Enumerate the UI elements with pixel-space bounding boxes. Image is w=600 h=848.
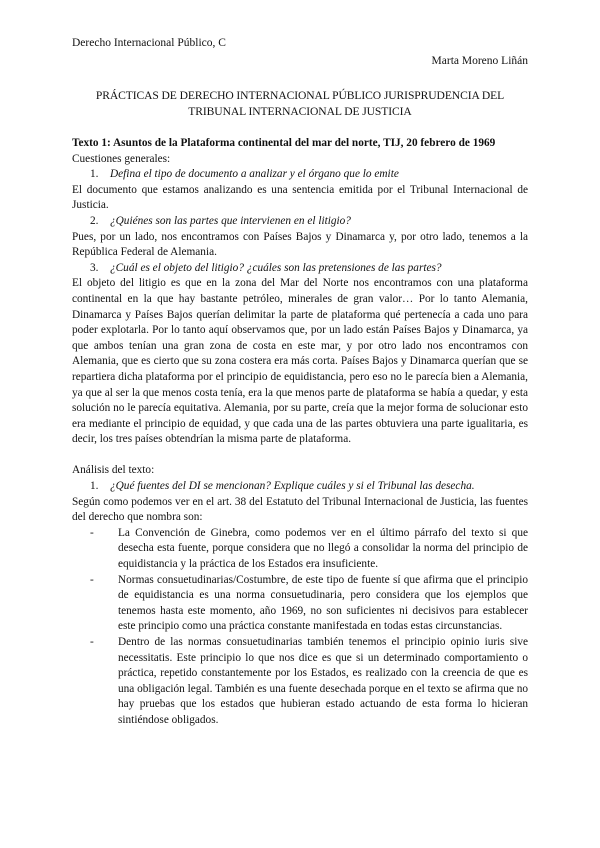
- question-1: [72, 167, 528, 183]
- list-item: [72, 635, 528, 729]
- document-body: [72, 136, 528, 729]
- analysis-question-1: [72, 479, 528, 495]
- question-1-text: Defina el tipo de documento a analizar y el órgano que lo emite: [110, 168, 399, 181]
- list-item: [72, 573, 528, 635]
- question-3-number: 3.: [90, 261, 99, 274]
- dash-bullet: -: [90, 526, 94, 539]
- general-questions-label: Cuestiones generales:: [72, 152, 171, 165]
- question-2-text: ¿Quiénes son las partes que intervienen en el litigio?: [110, 214, 351, 227]
- answer-1: El documento que estamos analizando es una sentencia emitida por el Tribunal Internacional de Justicia.: [72, 183, 528, 212]
- author-name: Marta Moreno Liñán: [431, 55, 528, 67]
- analysis-question-1-number: 1.: [90, 480, 99, 493]
- page-title: [72, 88, 528, 120]
- question-3: [72, 261, 528, 277]
- list-item-text: Dentro de las normas consuetudinarias también tenemos el principio opinio iuris sive necessitatis. Este principio lo que nos dice es que si un determinado comportamiento o práctica, repetido constantemente por los Estados, es realizado con la creencia de que es una obligación legal. También es una fuente desechada porque en el texto se afirma que no hay pruebas que los estados que hubieran estado actuando de esta forma lo hicieran sintiéndose obligados.: [118, 636, 528, 726]
- analysis-question-1-text: ¿Qué fuentes del DI se mencionan? Explique cuáles y si el Tribunal las desecha.: [110, 480, 475, 493]
- dash-bullet: -: [90, 573, 94, 586]
- question-3-text: ¿Cuál es el objeto del litigio? ¿cuáles son las pretensiones de las partes?: [110, 261, 442, 274]
- question-2-number: 2.: [90, 214, 99, 227]
- title-line-2: TRIBUNAL INTERNACIONAL DE JUSTICIA: [188, 105, 412, 118]
- sources-list: [72, 526, 528, 729]
- spacer: [72, 448, 528, 464]
- list-item-text: La Convención de Ginebra, como podemos ver en el último párrafo del texto si que desecha esta fuente, porque considera que no llegó a consolidar la norma del principio de equidistancia y la práctica de los Estados era insuficiente.: [118, 526, 528, 571]
- answer-3: El objeto del litigio es que en la zona del Mar del Norte nos encontramos con una plataforma continental en la que hay bastante petróleo, minerales de gran valor… Por lo tanto Alemania, Dinamarca y Países Bajos querían delimitar la parte de plataforma qué pertenecía a cada uno para poder explotarla. Por lo tanto aquí observamos que, por un lado están Países Bajos y Dinamarca, ya que ambos tenían una gran zona de costa en este mar, y por otro lado nos encontramos con Alemania, que es cierto que su zona costera era más corta. Países Bajos y Dinamarca querían que se repartiera dicha plataforma por el principio de equidistancia, pero eso no le parecía bien a Alemania, ya que al ser la que menos costa tenía, era la que menos parte de plataforma se había a quedar, y esta solución no le parecía equitativa. Alemania, por su parte, creía que la mejor forma de solucionar esto era mediante el principio de equidad, y que cada una de las partes obtuviera una parte igualitaria, es decir, los tres países obtendrían la misma parte de plataforma.: [72, 277, 528, 446]
- text-heading: Texto 1: Asuntos de la Plataforma continental del mar del norte, TIJ, 20 febrero de 1969: [72, 137, 496, 149]
- dash-bullet: -: [90, 636, 94, 648]
- question-1-number: 1.: [90, 168, 99, 181]
- list-item: [72, 526, 528, 573]
- title-line-1: PRÁCTICAS DE DERECHO INTERNACIONAL PÚBLICO JURISPRUDENCIA DEL: [95, 89, 505, 102]
- answer-2: Pues, por un lado, nos encontramos con Países Bajos y Dinamarca y, por otro lado, tenemos a la República Federal de Alemania.: [72, 230, 528, 259]
- analysis-intro: Según como podemos ver en el art. 38 del Estatuto del Tribunal Internacional de Justicia, las fuentes del derecho que nombra son:: [72, 495, 528, 524]
- course-header: Derecho Internacional Público, C: [72, 37, 226, 49]
- list-item-text: Normas consuetudinarias/Costumbre, de este tipo de fuente sí que afirma que el principio de equidistancia es una norma consuetudinaria, pero considera que los ejemplos que tenemos hasta este momento, año 1969, no son suficientes ni decisivos para establecer este principio como una práctica constante manifestada en todas estas circunstancias.: [118, 573, 528, 633]
- question-2: [72, 214, 528, 230]
- analysis-label: Análisis del texto:: [72, 464, 155, 477]
